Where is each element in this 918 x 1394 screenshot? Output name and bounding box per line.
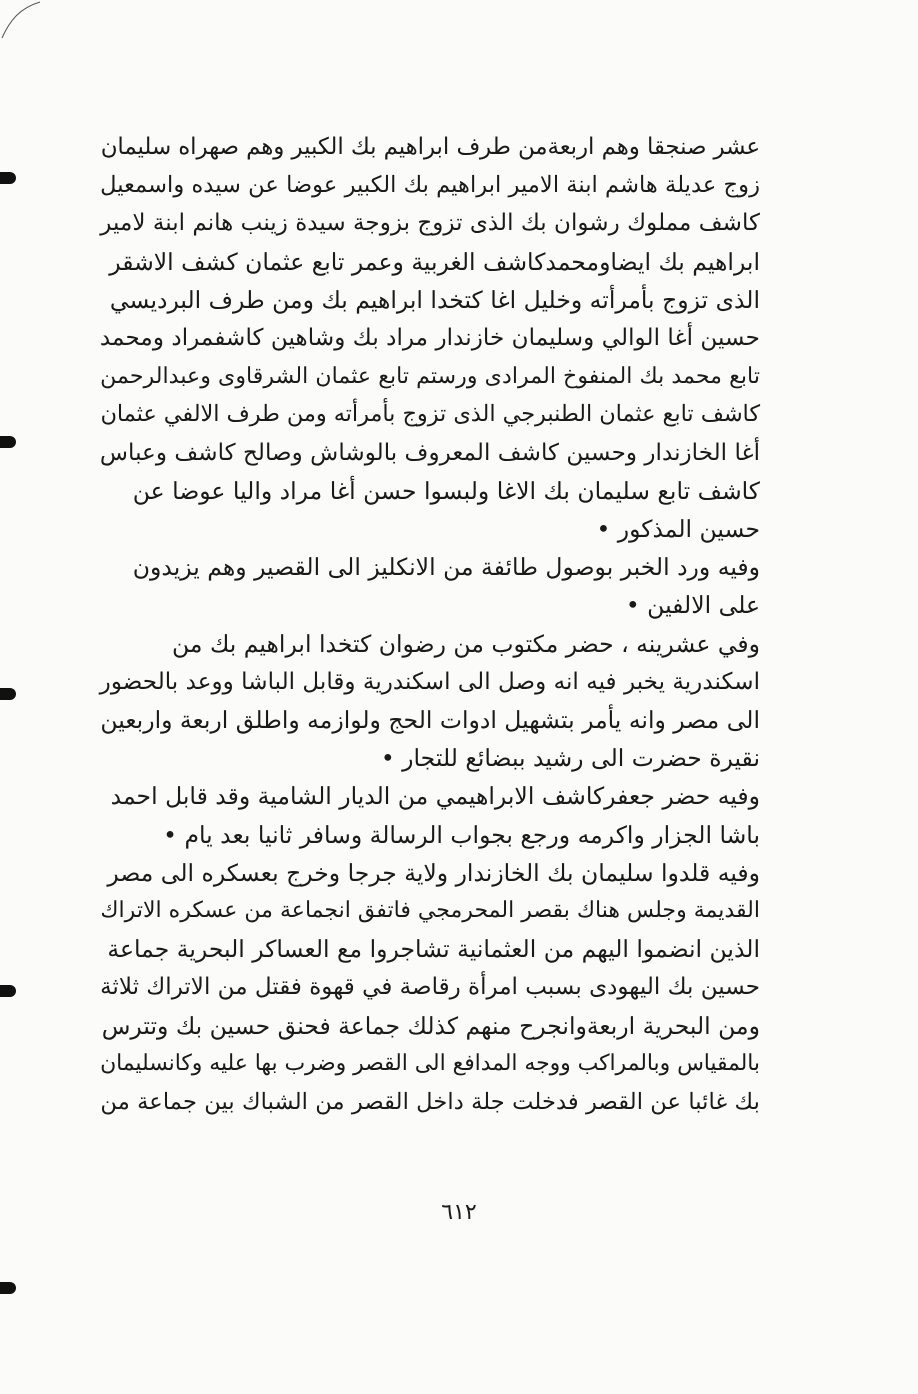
text-line: كاشف تابع عثمان الطنبرجي الذى تزوج بأمرأته ومن طرف الالفي عثمان [100,401,760,428]
text-line: نقيرة حضرت الى رشيد ببضائع للتجار • [380,744,760,773]
text-line: ومن البحرية اربعةوانجرح منهم كذلك جماعة فحنق حسين بك وتترس [101,1011,760,1040]
text-line: حسين المذكور • [596,515,760,544]
text-line: الى مصر وانه يأمر بتشهيل ادوات الحج ولوازمه واطلق اربعة واربعين [100,706,760,735]
text-line: وفيه حضر جعفركاشف الابراهيمي من الديار الشامية وقد قابل احمد [110,782,760,811]
text-line: حسين أغا الوالي وسليمان خازندار مراد بك وشاهين كاشفمراد ومحمد [99,324,760,352]
binding-mark-1 [0,172,16,184]
text-line: بك غائبا عن القصر فدخلت جلة داخل القصر من الشباك بين جماعة من [100,1089,760,1116]
text-line: اسكندرية يخبر فيه انه وصل الى اسكندرية وقابل الباشا ووعد بالحضور [99,668,760,695]
binding-mark-4 [0,985,16,997]
text-line: بالمقياس وبالمراكب ووجه المدافع الى القصر وضرب بها عليه وكانسليمان [100,1050,760,1076]
body-text [100,128,760,1121]
text-line: زوج عديلة هاشم ابنة الامير ابراهيم بك الكبير عوضا عن سيده واسمعيل [100,172,760,199]
text-line: حسين بك اليهودى بسبب امرأة رقاصة في قهوة فقتل من الاتراك ثلاثة [100,974,760,1001]
text-line: الذين انضموا اليهم من العثمانية تشاجروا مع العساكر البحرية جماعة [107,935,760,964]
text-line: على الالفين • [625,591,760,620]
text-line: باشا الجزار واكرمه ورجع بجواب الرسالة وسافر ثانيا بعد يام • [163,820,760,849]
text-line: أغا الخازندار وحسين كاشف المعروف بالوشاش وصالح كاشف وعباس [99,439,760,466]
text-line: القديمة وجلس هناك بقصر المحرمجي فاتفق انجماعة من عسكره الاتراك [100,898,760,924]
text-line: وفي عشرينه ، حضر مكتوب من رضوان كتخدا ابراهيم بك من [172,629,760,658]
text-line: كاشف مملوك رشوان بك الذى تزوج بزوجة سيدة زينب هانم ابنة لامير [100,210,760,237]
binding-mark-2 [0,436,16,448]
corner-scan-mark [0,0,50,40]
binding-mark-3 [0,688,16,700]
page-number: ٦١٢ [441,1200,477,1225]
text-line: وفيه قلدوا سليمان بك الخازندار ولاية جرجا وخرج بعسكره الى مصر [107,858,760,887]
binding-mark-5 [0,1282,16,1294]
text-line: عشر صنجقا وهم اربعةمن طرف ابراهيم بك الكبير وهم صهراه سليمان [100,134,760,160]
text-line: وفيه ورد الخبر بوصول طائفة من الانكليز الى القصير وهم يزيدون [132,553,760,582]
text-line: الذى تزوج بأمرأته وخليل اغا كتخدا ابراهيم بك ومن طرف البرديسي [109,285,760,314]
text-line: كاشف تابع سليمان بك الاغا ولبسوا حسن أغا مراد واليا عوضا عن [132,476,760,505]
text-line: تابع محمد بك المنفوخ المرادى ورستم تابع عثمان الشرقاوى وعبدالرحمن [100,363,760,390]
text-line: ابراهيم بك ايضاومحمدكاشف الغربية وعمر تابع عثمان كشف الاشقر [109,247,760,276]
